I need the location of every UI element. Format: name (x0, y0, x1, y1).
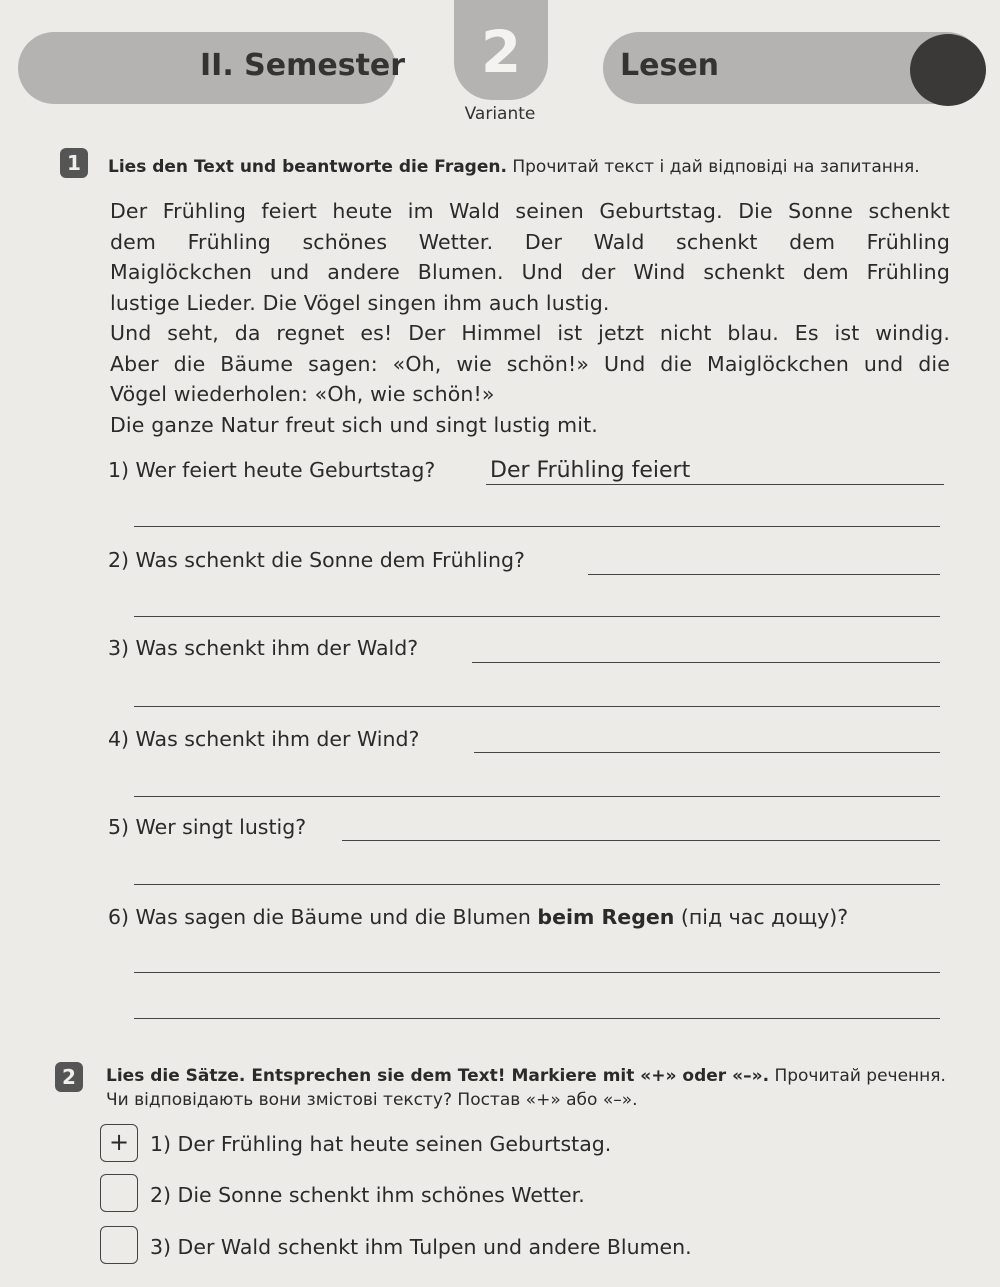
story-line: Vögel wiederholen: «Oh, wie schön!» (110, 382, 495, 406)
answer-1-handwritten[interactable]: Der Frühling feiert (490, 458, 691, 483)
story-line: dem Frühling schönes Wetter. Der Wald schenkt dem Frühling (110, 229, 950, 254)
statement-1-checkbox[interactable]: + (100, 1124, 138, 1162)
story-line: Maiglöckchen und andere Blumen. Und der Wind schenkt dem Frühling (110, 260, 950, 284)
exercise-2-instruction (106, 1064, 956, 1112)
story-line: Der Frühling feiert heute im Wald seinen Geburtstag. Die Sonne schenkt (110, 199, 950, 223)
answer-line[interactable] (474, 752, 940, 753)
statement-2-checkbox[interactable] (100, 1174, 138, 1212)
statement-3: 3) Der Wald schenkt ihm Tulpen und andere Blumen. (150, 1235, 692, 1259)
answer-line[interactable] (134, 972, 940, 973)
instruction-uk: Прочитай речення. Чи відповідають вони змістові тексту? Постав «+» або «–». (106, 1066, 946, 1110)
story-line: Die ganze Natur freut sich und singt lustig mit. (110, 412, 598, 437)
instruction-de: Lies die Sätze. Entsprechen sie dem Text! Markiere mit «+» oder «–». (106, 1066, 770, 1086)
statement-3-checkbox[interactable] (100, 1226, 138, 1264)
variant-number: 2 (480, 18, 522, 86)
question-6-bold: beim Regen (537, 905, 675, 929)
variant-label: Variante (464, 104, 536, 124)
answer-line[interactable] (134, 884, 940, 885)
answer-line[interactable] (134, 616, 940, 617)
story-line: Und seht, da regnet es! Der Himmel ist jetzt nicht blau. Es ist windig. (110, 321, 950, 345)
statement-2: 2) Die Sonne schenkt ihm schönes Wetter. (150, 1183, 585, 1207)
question-3: 3) Was schenkt ihm der Wald? (108, 636, 419, 660)
exercise-2-badge: 2 (55, 1062, 83, 1092)
question-6 (108, 905, 848, 929)
answer-line[interactable] (134, 1018, 940, 1019)
answer-line[interactable] (486, 484, 944, 485)
answer-line[interactable] (588, 574, 940, 575)
answer-line[interactable] (472, 662, 940, 663)
question-4: 4) Was schenkt ihm der Wind? (108, 727, 420, 751)
answer-line[interactable] (134, 526, 940, 527)
answer-line[interactable] (134, 706, 940, 707)
question-2: 2) Was schenkt die Sonne dem Frühling? (108, 548, 525, 572)
answer-line[interactable] (342, 840, 940, 841)
semester-title: II. Semester (200, 48, 406, 83)
header-dot-icon (910, 34, 986, 106)
story-line: lustige Lieder. Die Vögel singen ihm auch lustig. (110, 290, 610, 315)
exercise-1-badge: 1 (60, 148, 88, 178)
answer-line[interactable] (134, 796, 940, 797)
instruction-uk: Прочитай текст і дай відповіді на запитання. (512, 157, 920, 177)
question-1: 1) Wer feiert heute Geburtstag? (108, 458, 436, 482)
story-text (110, 196, 950, 440)
question-6-suffix: (під час дощу)? (674, 905, 849, 929)
question-6-prefix: 6) Was sagen die Bäume und die Blumen (108, 905, 538, 929)
instruction-de: Lies den Text und beantworte die Fragen. (108, 157, 507, 177)
statement-1: 1) Der Frühling hat heute seinen Geburtstag. (150, 1132, 612, 1156)
question-5: 5) Wer singt lustig? (108, 815, 307, 839)
topic-title: Lesen (620, 48, 720, 83)
exercise-1-instruction (108, 155, 958, 179)
story-line: Aber die Bäume sagen: «Oh, wie schön!» Und die Maiglöckchen und die (110, 351, 950, 376)
